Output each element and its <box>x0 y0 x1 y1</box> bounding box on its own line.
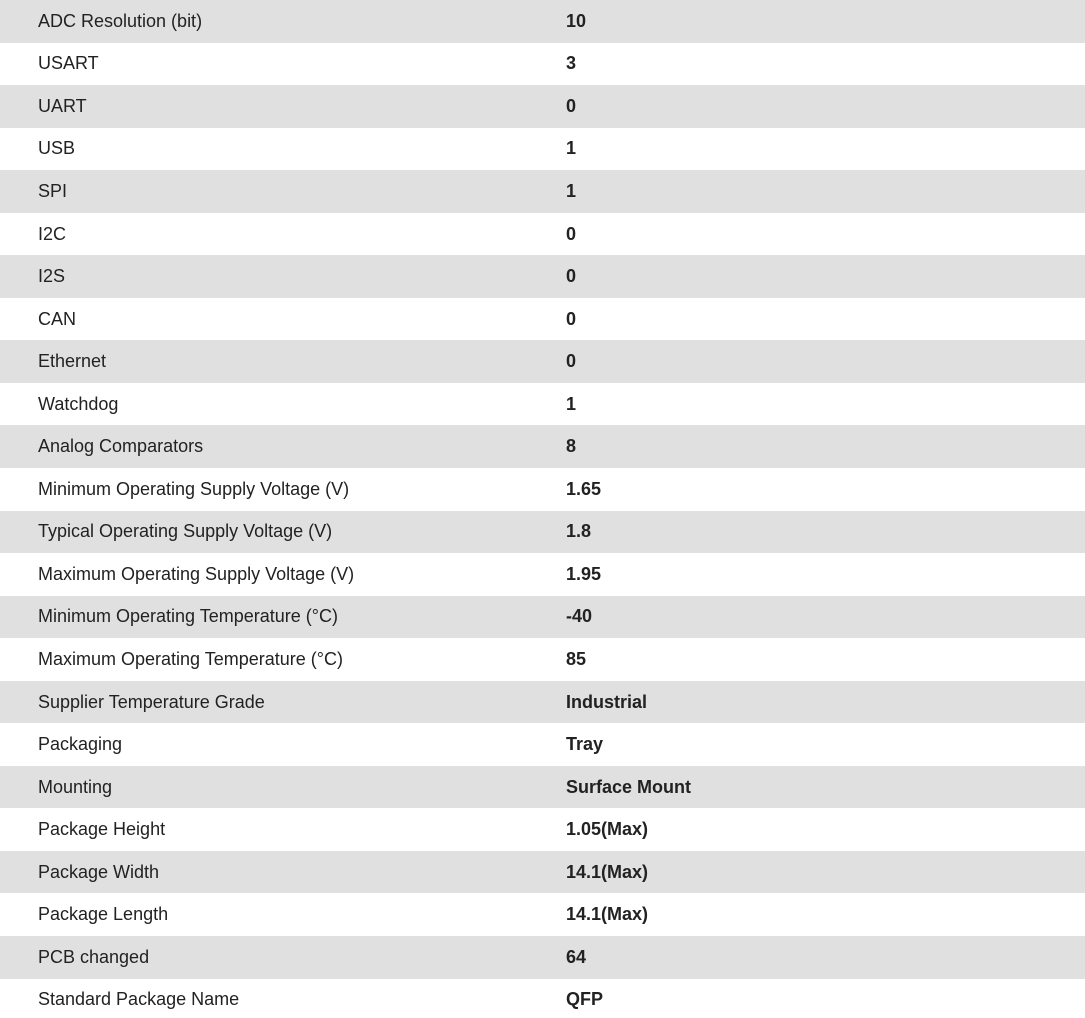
spec-row <box>0 681 1085 724</box>
spec-label: Maximum Operating Temperature (°C) <box>0 638 566 681</box>
spec-value: 85 <box>566 638 1085 681</box>
spec-value: 14.1(Max) <box>566 893 1085 936</box>
spec-row <box>0 723 1085 766</box>
spec-row <box>0 596 1085 639</box>
spec-row <box>0 0 1085 43</box>
spec-value: 10 <box>566 0 1085 43</box>
spec-value: 0 <box>566 85 1085 128</box>
spec-row <box>0 638 1085 681</box>
spec-label: Ethernet <box>0 340 566 383</box>
spec-label: CAN <box>0 298 566 341</box>
spec-row <box>0 468 1085 511</box>
spec-row <box>0 213 1085 256</box>
spec-row <box>0 425 1085 468</box>
spec-value: 1 <box>566 170 1085 213</box>
spec-label: I2C <box>0 213 566 256</box>
spec-row <box>0 170 1085 213</box>
spec-value: 1.8 <box>566 511 1085 554</box>
spec-label: Mounting <box>0 766 566 809</box>
spec-row <box>0 766 1085 809</box>
spec-label: SPI <box>0 170 566 213</box>
spec-value: 8 <box>566 425 1085 468</box>
spec-value: -40 <box>566 596 1085 639</box>
spec-label: Packaging <box>0 723 566 766</box>
spec-row <box>0 808 1085 851</box>
spec-label: ADC Resolution (bit) <box>0 0 566 43</box>
spec-row <box>0 255 1085 298</box>
spec-label: Maximum Operating Supply Voltage (V) <box>0 553 566 596</box>
spec-value: 0 <box>566 298 1085 341</box>
spec-row <box>0 340 1085 383</box>
spec-row <box>0 43 1085 86</box>
spec-label: Package Height <box>0 808 566 851</box>
spec-value: 0 <box>566 213 1085 256</box>
spec-value: 1.65 <box>566 468 1085 511</box>
spec-row <box>0 851 1085 894</box>
spec-label: USART <box>0 43 566 86</box>
spec-label: Watchdog <box>0 383 566 426</box>
spec-value: 1 <box>566 383 1085 426</box>
spec-label: Standard Package Name <box>0 979 566 1018</box>
spec-value: 0 <box>566 255 1085 298</box>
spec-row <box>0 936 1085 979</box>
spec-label: PCB changed <box>0 936 566 979</box>
spec-row <box>0 298 1085 341</box>
spec-value: Surface Mount <box>566 766 1085 809</box>
spec-label: Minimum Operating Supply Voltage (V) <box>0 468 566 511</box>
spec-label: Package Width <box>0 851 566 894</box>
spec-value: 3 <box>566 43 1085 86</box>
spec-value: QFP <box>566 979 1085 1018</box>
spec-value: 1.95 <box>566 553 1085 596</box>
spec-label: Typical Operating Supply Voltage (V) <box>0 511 566 554</box>
spec-value: 1.05(Max) <box>566 808 1085 851</box>
spec-label: Analog Comparators <box>0 425 566 468</box>
spec-value: Industrial <box>566 681 1085 724</box>
spec-value: 14.1(Max) <box>566 851 1085 894</box>
spec-label: USB <box>0 128 566 171</box>
spec-row <box>0 553 1085 596</box>
spec-label: UART <box>0 85 566 128</box>
spec-label: Minimum Operating Temperature (°C) <box>0 596 566 639</box>
spec-row <box>0 383 1085 426</box>
spec-label: I2S <box>0 255 566 298</box>
spec-label: Supplier Temperature Grade <box>0 681 566 724</box>
spec-value: 0 <box>566 340 1085 383</box>
spec-row <box>0 979 1085 1018</box>
spec-row <box>0 85 1085 128</box>
spec-value: Tray <box>566 723 1085 766</box>
spec-label: Package Length <box>0 893 566 936</box>
spec-row <box>0 128 1085 171</box>
spec-row <box>0 893 1085 936</box>
spec-row <box>0 511 1085 554</box>
spec-value: 64 <box>566 936 1085 979</box>
spec-value: 1 <box>566 128 1085 171</box>
